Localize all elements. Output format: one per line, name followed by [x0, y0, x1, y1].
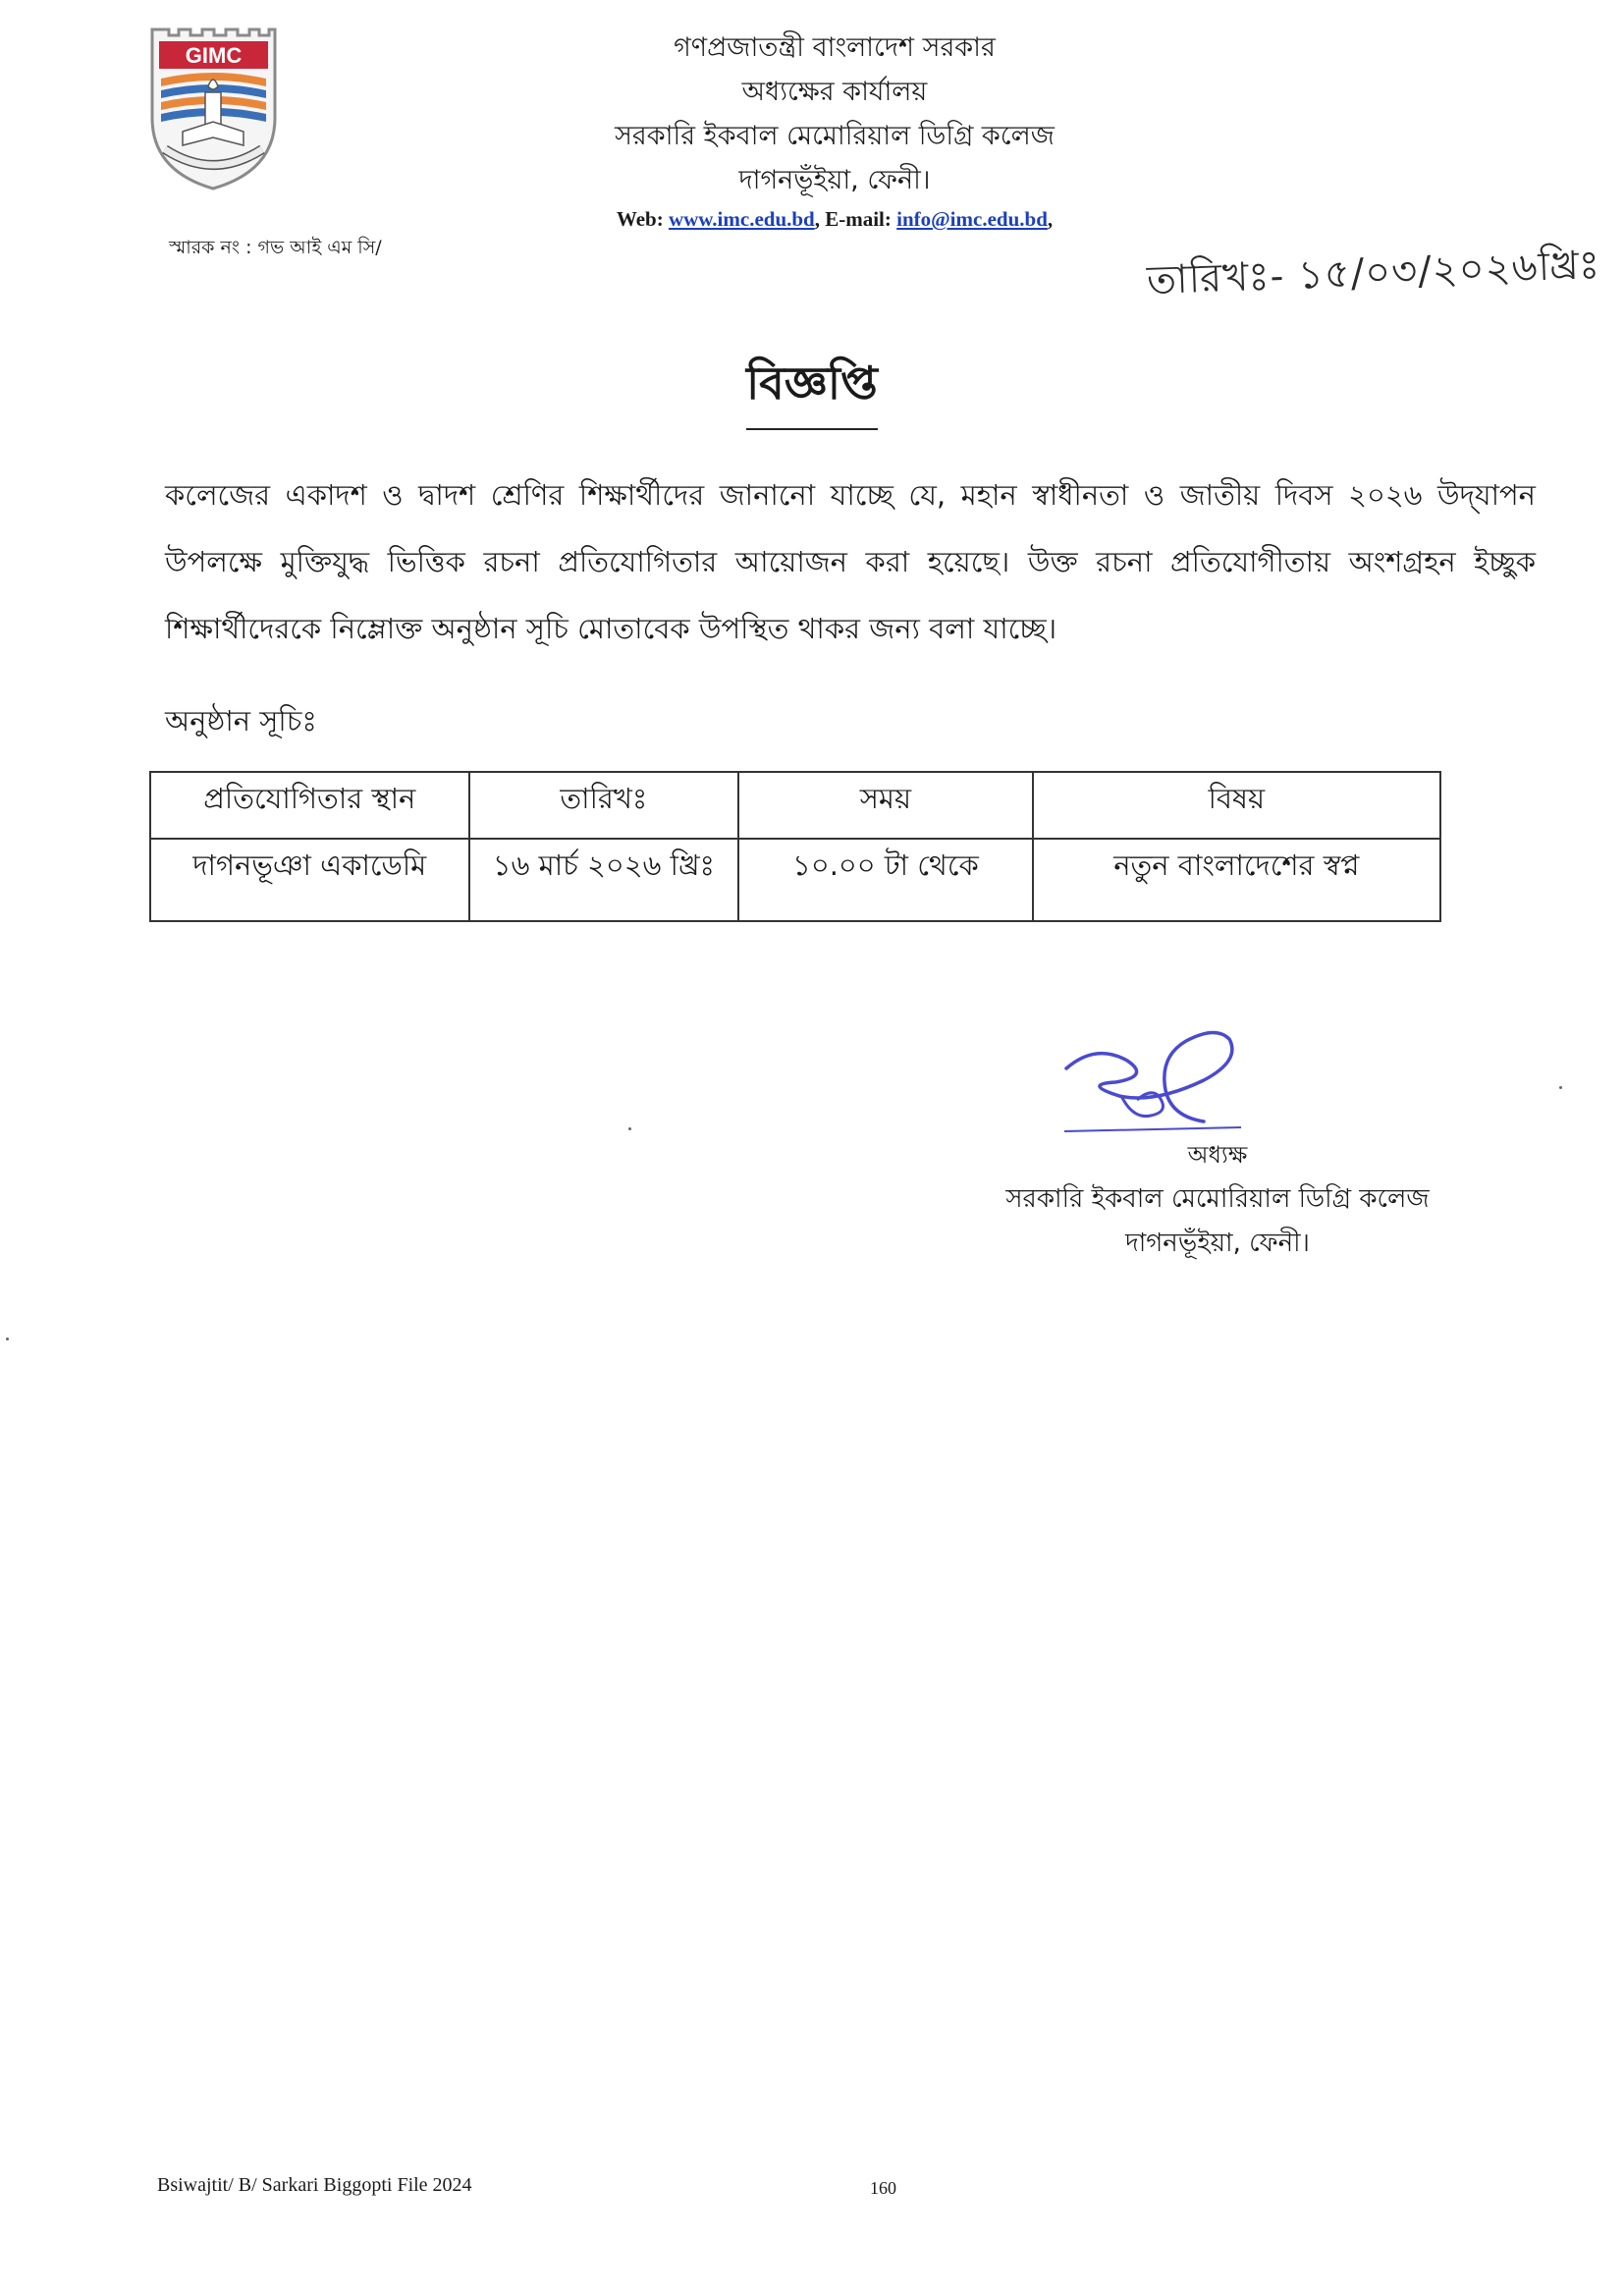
email-link[interactable]: info@imc.edu.bd: [896, 207, 1048, 231]
table-row: [150, 839, 1440, 921]
schedule-header-row: [150, 772, 1440, 839]
schedule-table: [149, 771, 1441, 922]
government-line: গণপ্রজাতন্ত্রী বাংলাদেশ সরকার: [674, 32, 996, 63]
signer-block: [923, 1133, 1512, 1266]
signer-location: দাগনভূঁইয়া, ফেনী।: [1125, 1229, 1310, 1258]
cell-date: ১৬ মার্চ ২০২৬ খ্রিঃ: [469, 839, 739, 921]
scan-speck: [6, 1338, 9, 1340]
cell-time: ১০.০০ টা থেকে: [738, 839, 1032, 921]
handwritten-date: তারিখঃ- ১৫/০৩/২০২৬খ্রিঃ: [1146, 242, 1601, 304]
header-time: সময়: [738, 772, 1032, 839]
contact-line: [550, 204, 1119, 234]
college-location: দাগনভূঁইয়া, ফেনী।: [738, 165, 931, 195]
web-label: Web:: [616, 207, 669, 231]
scan-speck: [1559, 1086, 1562, 1089]
header-date: তারিখঃ: [469, 772, 739, 839]
notice-title-wrap: [0, 350, 1624, 430]
cell-venue: দাগনভূঞা একাডেমি: [150, 839, 469, 921]
notice-body: কলেজের একাদশ ও দ্বাদশ শ্রেণির শিক্ষার্থীদের জানানো যাচ্ছে যে, মহান স্বাধীনতা ও জাতীয় দিবস ২০২৬ উদ্‌যাপন উপলক্ষে মুক্তিযুদ্ধ ভিত্তিক রচনা প্রতিযোগিতার আয়োজন করা হয়েছে। উক্ত রচনা প্রতিযোগীতায় অংশগ্রহন ইচ্ছুক শিক্ষার্থীদেরকে নিম্লোক্ত অনুষ্ঠান সূচি মোতাবেক উপস্থিত থাকর জন্য বলা যাচ্ছে।: [165, 478, 1536, 645]
logo-label: GIMC: [185, 43, 243, 68]
email-suffix: ,: [1047, 207, 1054, 231]
file-reference: Bsiwajtit/ B/ Sarkari Biggopti File 2024: [157, 2174, 472, 2196]
page-number: 160: [870, 2178, 896, 2198]
signer-role: অধ্যক্ষ: [1187, 1141, 1248, 1169]
header-venue: প্রতিযোগিতার স্থান: [150, 772, 469, 839]
web-link[interactable]: www.imc.edu.bd: [668, 207, 815, 231]
principal-signature: [1056, 1021, 1253, 1137]
header-subject: বিষয়: [1033, 772, 1440, 839]
signer-institution: সরকারি ইকবাল মেমোরিয়াল ডিগ্রি কলেজ: [1005, 1184, 1430, 1214]
schedule-label: অনুষ্ঠান সূচিঃ: [165, 704, 317, 738]
memo-number: স্মারক নং : গভ আই এম সি/: [169, 237, 382, 258]
cell-subject: নতুন বাংলাদেশের স্বপ্ন: [1033, 839, 1440, 921]
notice-title: বিজ্ঞপ্তি: [746, 350, 878, 430]
office-line: অধ্যক্ষের কার্যালয়: [741, 77, 928, 107]
scan-speck: [628, 1127, 631, 1130]
email-label: , E-mail:: [814, 207, 897, 231]
college-name: সরকারি ইকবাল মেমোরিয়াল ডিগ্রি কলেজ: [615, 121, 1055, 151]
college-logo: [147, 24, 280, 195]
letterhead: [550, 26, 1119, 234]
